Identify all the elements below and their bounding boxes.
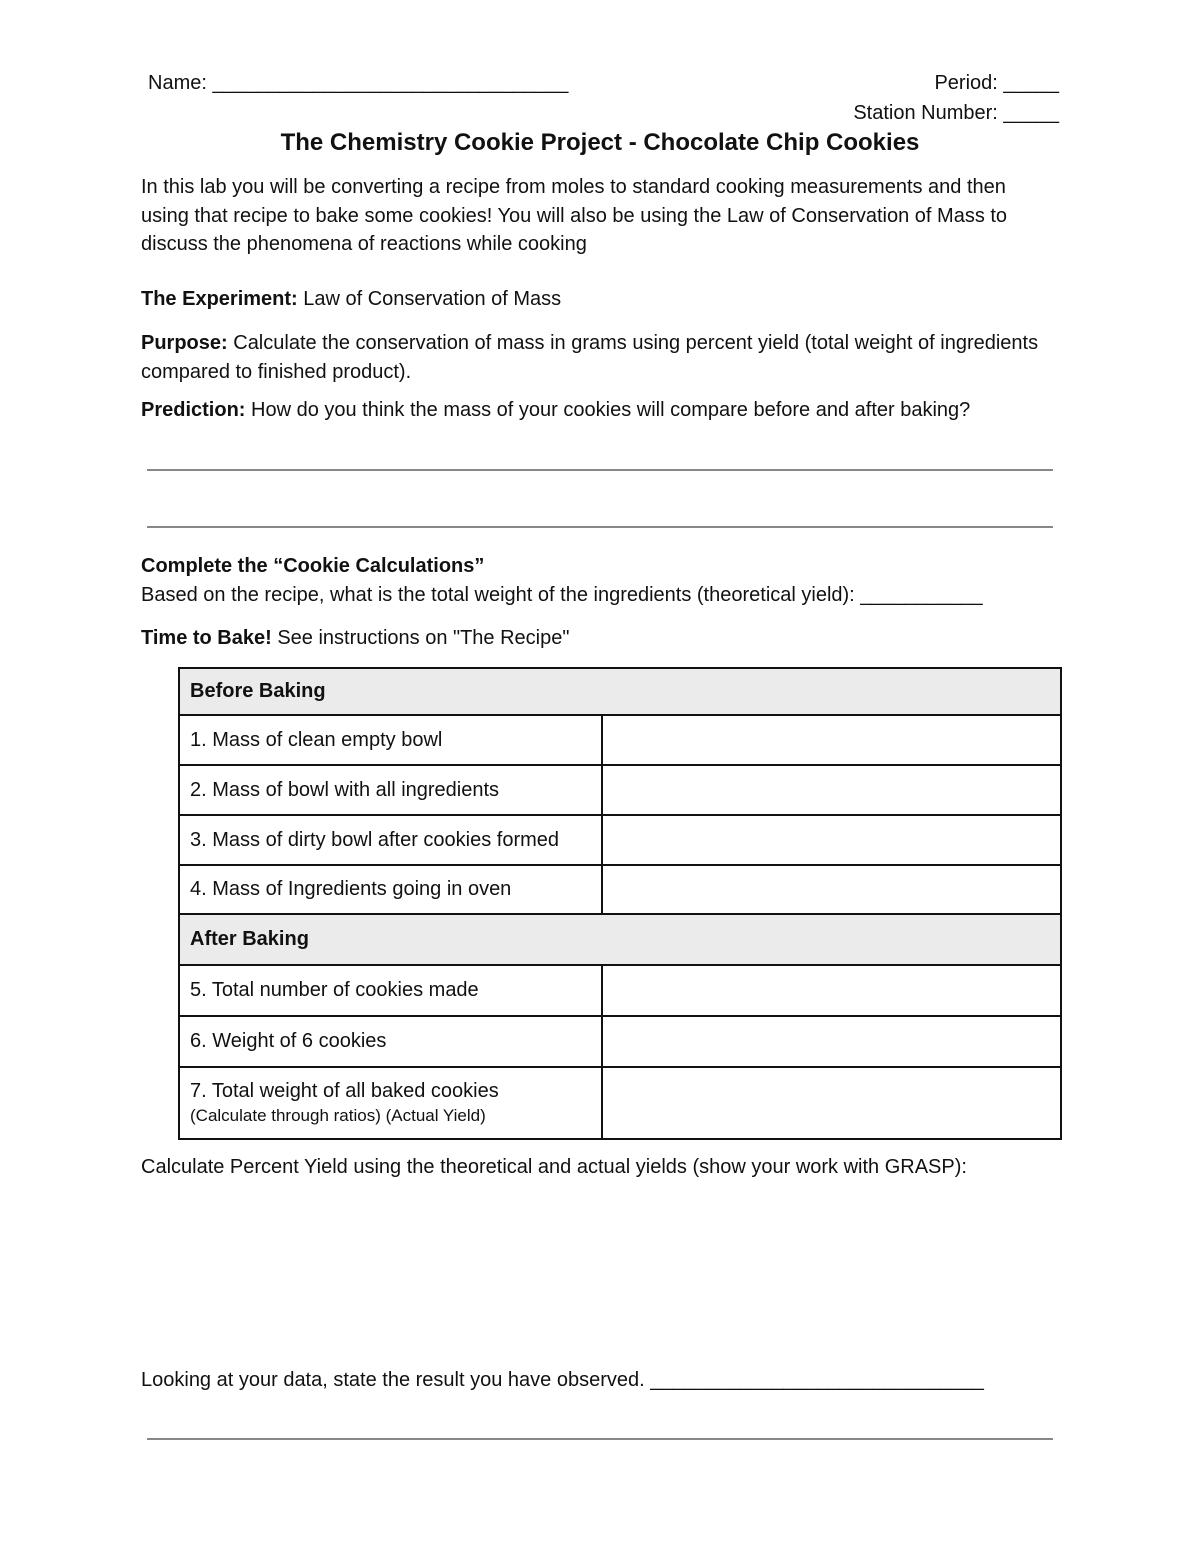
purpose-text: Calculate the conservation of mass in grams using percent yield (total weight of ingredients compared to finished product). bbox=[141, 332, 1039, 383]
table-section-row bbox=[179, 914, 1061, 965]
baking-data-table bbox=[178, 667, 1062, 1140]
purpose-paragraph bbox=[141, 329, 1056, 386]
prediction-label: Prediction: bbox=[141, 399, 246, 421]
prediction-text: How do you think the mass of your cookies will compare before and after baking? bbox=[245, 399, 971, 421]
table-row bbox=[179, 1067, 1061, 1139]
row-label: 1. Mass of clean empty bowl bbox=[179, 715, 602, 765]
station-number-field-line[interactable]: Station Number: _____ bbox=[853, 102, 1059, 124]
row-label: 4. Mass of Ingredients going in oven bbox=[179, 865, 602, 914]
experiment-text: Law of Conservation of Mass bbox=[297, 288, 562, 310]
row-label: 6. Weight of 6 cookies bbox=[179, 1016, 602, 1067]
answer-cell[interactable] bbox=[602, 715, 1061, 765]
answer-cell[interactable] bbox=[602, 1016, 1061, 1067]
time-to-bake-label: Time to Bake! bbox=[141, 627, 272, 649]
before-baking-heading: Before Baking bbox=[179, 668, 1061, 715]
result-answer-line[interactable] bbox=[147, 1438, 1053, 1440]
answer-cell[interactable] bbox=[602, 815, 1061, 865]
theoretical-yield-question[interactable]: Based on the recipe, what is the total weight of the ingredients (theoretical yield): ___________ bbox=[141, 584, 983, 606]
table-row bbox=[179, 1016, 1061, 1067]
document-title: The Chemistry Cookie Project - Chocolate Chip Cookies bbox=[280, 129, 920, 156]
percent-yield-instruction: Calculate Percent Yield using the theoretical and actual yields (show your work with GRASP): bbox=[141, 1156, 967, 1178]
row-label-text: 7. Total weight of all baked cookies bbox=[190, 1080, 499, 1102]
prediction-answer-line-1[interactable] bbox=[147, 469, 1053, 471]
prediction-line bbox=[141, 399, 970, 422]
name-field-line[interactable]: Name: ________________________________ bbox=[148, 72, 569, 94]
table-row bbox=[179, 815, 1061, 865]
intro-paragraph: In this lab you will be converting a recipe from moles to standard cooking measurements and then using that recipe to bake some cookies! You will also be using the Law of Conservation of Mass to discuss the phenomena of reactions while cooking bbox=[141, 176, 1008, 255]
answer-cell[interactable] bbox=[602, 765, 1061, 815]
purpose-label: Purpose: bbox=[141, 332, 228, 354]
answer-cell[interactable] bbox=[602, 1067, 1061, 1139]
row-label: 2. Mass of bowl with all ingredients bbox=[179, 765, 602, 815]
table-row bbox=[179, 715, 1061, 765]
experiment-label: The Experiment: bbox=[141, 288, 298, 310]
row-label bbox=[179, 1067, 602, 1139]
time-to-bake-text: See instructions on "The Recipe" bbox=[271, 627, 570, 649]
row-label-note: (Calculate through ratios) (Actual Yield) bbox=[190, 1106, 486, 1125]
table-row bbox=[179, 765, 1061, 815]
answer-cell[interactable] bbox=[602, 865, 1061, 914]
table-row bbox=[179, 865, 1061, 914]
cookie-calculations-heading: Complete the “Cookie Calculations” bbox=[141, 555, 485, 577]
table-section-row bbox=[179, 668, 1061, 715]
prediction-answer-line-2[interactable] bbox=[147, 526, 1053, 528]
result-question[interactable]: Looking at your data, state the result you have observed. ______________________________ bbox=[141, 1369, 984, 1391]
experiment-line bbox=[141, 288, 561, 311]
period-field-line[interactable]: Period: _____ bbox=[934, 72, 1059, 94]
row-label: 3. Mass of dirty bowl after cookies formed bbox=[179, 815, 602, 865]
table-row bbox=[179, 965, 1061, 1016]
answer-cell[interactable] bbox=[602, 965, 1061, 1016]
row-label: 5. Total number of cookies made bbox=[179, 965, 602, 1016]
after-baking-heading: After Baking bbox=[179, 914, 1061, 965]
time-to-bake-line bbox=[141, 627, 569, 650]
